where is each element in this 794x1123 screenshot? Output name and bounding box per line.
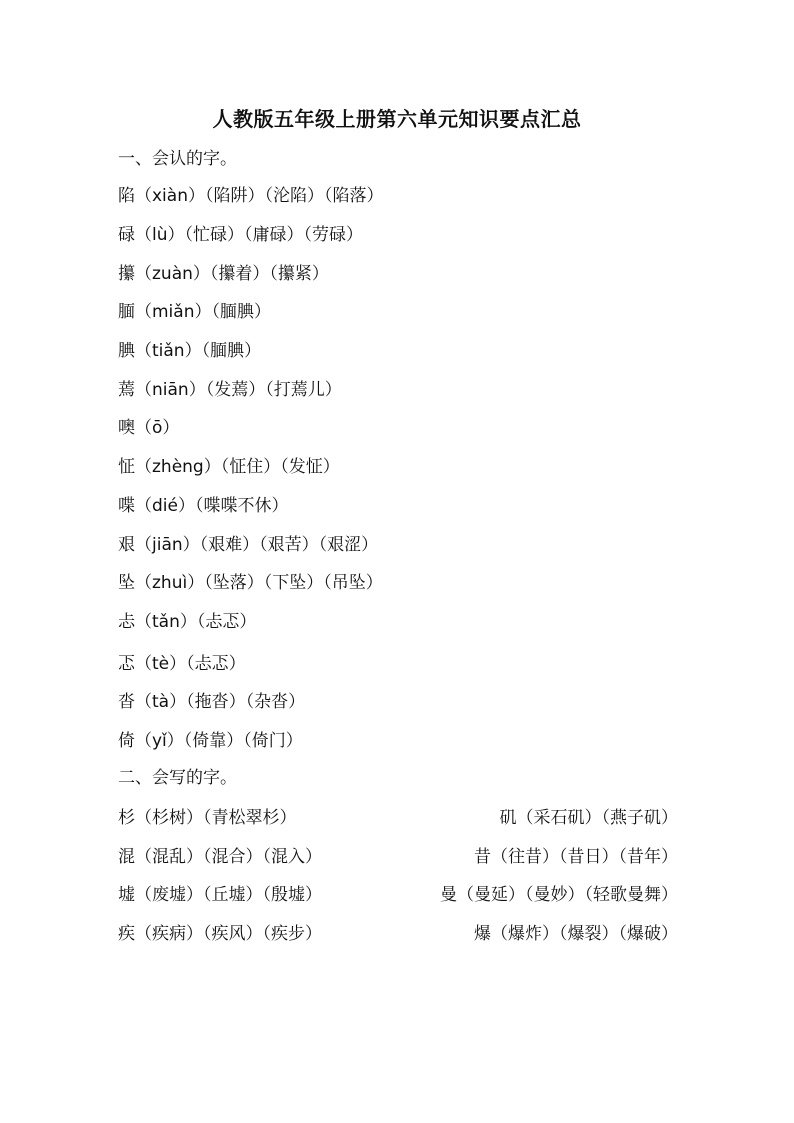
write-char-left: 墟（废墟）（丘墟）（殷墟） — [118, 885, 322, 905]
recognize-char-line: 腼（miǎn）（腼腆） — [118, 302, 271, 322]
recognize-char-line: 倚（yǐ）（倚靠）（倚门） — [118, 731, 303, 751]
recognize-char-line: 噢（ō） — [118, 418, 180, 438]
recognize-char-line: 攥（zuàn）（攥着）（攥紧） — [118, 264, 329, 284]
recognize-char-line: 忐（tǎn）（忐忑） — [118, 612, 257, 632]
write-char-left: 杉（杉树）（青松翠杉） — [118, 808, 297, 828]
recognize-char-line: 碌（lù）（忙碌）（庸碌）（劳碌） — [118, 225, 363, 245]
recognize-char-line: 陷（xiàn）（陷阱）（沦陷）（陷落） — [118, 186, 384, 206]
write-char-left: 混（混乱）（混合）（混入） — [118, 847, 322, 867]
recognize-char-line: 腆（tiǎn）（腼腆） — [118, 341, 262, 361]
write-char-right: 爆（爆炸）（爆裂）（爆破） — [474, 924, 678, 944]
page-title: 人教版五年级上册第六单元知识要点汇总 — [212, 107, 582, 131]
section-heading-recognize: 一、会认的字。 — [118, 149, 237, 169]
write-char-left: 疾（疾病）（疾风）（疾步） — [118, 924, 322, 944]
recognize-char-line: 怔（zhèng）（怔住）（发怔） — [118, 457, 340, 477]
section-heading-write: 二、会写的字。 — [118, 768, 237, 788]
recognize-char-line: 蔫（niān）（发蔫）（打蔫儿） — [118, 380, 342, 400]
write-char-right: 昔（往昔）（昔日）（昔年） — [474, 847, 678, 867]
recognize-char-line: 喋（dié）（喋喋不休） — [118, 496, 289, 516]
recognize-char-line: 坠（zhuì）（坠落）（下坠）（吊坠） — [118, 573, 383, 593]
recognize-char-line: 沓（tà）（拖沓）（杂沓） — [118, 692, 306, 712]
write-char-right: 曼（曼延）（曼妙）（轻歌曼舞） — [440, 885, 678, 905]
write-char-right: 矶（采石矶）（燕子矶） — [499, 808, 678, 828]
recognize-char-line: 艰（jiān）（艰难）（艰苦）（艰涩） — [118, 535, 379, 555]
recognize-char-line: 忑（tè）（忐忑） — [118, 654, 246, 674]
